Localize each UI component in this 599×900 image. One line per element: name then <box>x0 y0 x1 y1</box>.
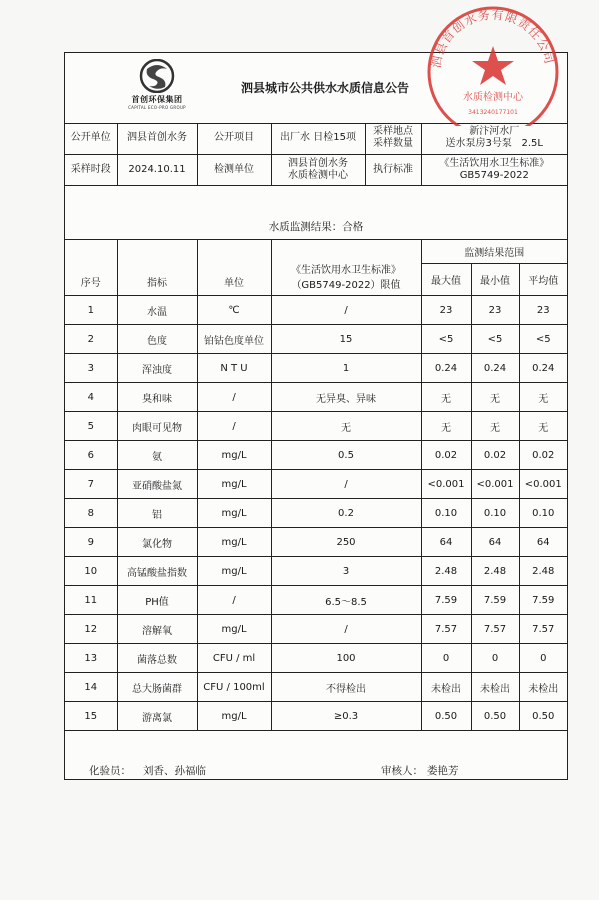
cell-limit: 不得检出 <box>271 673 421 702</box>
cell-max: 未检出 <box>421 673 471 702</box>
site-qty-values <box>421 123 567 154</box>
table-row <box>65 412 567 441</box>
cell-avg: 未检出 <box>519 673 567 702</box>
blank-cell <box>65 731 567 784</box>
cell-no: 11 <box>65 586 117 615</box>
cell-name: 氨 <box>117 441 197 470</box>
cell-max: 2.48 <box>421 557 471 586</box>
table-row <box>65 296 567 325</box>
cell-min: 0.24 <box>471 354 519 383</box>
cell-min: 0.02 <box>471 441 519 470</box>
cell-min: <5 <box>471 325 519 354</box>
cell-unit: / <box>197 586 271 615</box>
cell-max: 7.57 <box>421 615 471 644</box>
tester-value: 刘香、孙福临 <box>143 765 206 777</box>
cell-no: 7 <box>65 470 117 499</box>
cell-limit: 无 <box>271 412 421 441</box>
cell-unit: mg/L <box>197 499 271 528</box>
cell-name: 溶解氧 <box>117 615 197 644</box>
table-row <box>65 528 567 557</box>
cell-no: 14 <box>65 673 117 702</box>
header-row-1 <box>65 239 567 264</box>
cell-min: 7.59 <box>471 586 519 615</box>
blank-row <box>65 731 567 784</box>
cell-max: 无 <box>421 383 471 412</box>
cell-limit: 无异臭、异味 <box>271 383 421 412</box>
cell-min: 64 <box>471 528 519 557</box>
std-value-2: GB5749-2022 <box>459 169 529 181</box>
cell-no: 5 <box>65 412 117 441</box>
cell-max: 0.10 <box>421 499 471 528</box>
testunit-label: 检测单位 <box>197 154 271 185</box>
cell-name: 高锰酸盐指数 <box>117 557 197 586</box>
cell-max: 23 <box>421 296 471 325</box>
cell-no: 12 <box>65 615 117 644</box>
cell-limit: 6.5～8.5 <box>271 586 421 615</box>
cell-limit: / <box>271 615 421 644</box>
cell-avg: 0 <box>519 644 567 673</box>
cell-min: 无 <box>471 412 519 441</box>
site-value-pump: 送水泵房3号泵 <box>445 138 512 150</box>
cell-name: 臭和味 <box>117 383 197 412</box>
col-header-range: 监测结果范围 <box>421 239 567 264</box>
cell-no: 8 <box>65 499 117 528</box>
col-header-min: 最小值 <box>471 264 519 296</box>
cell-name: 水温 <box>117 296 197 325</box>
cell-unit: / <box>197 412 271 441</box>
cell-unit: CFU / ml <box>197 644 271 673</box>
std-label: 执行标准 <box>365 154 421 185</box>
table-row <box>65 470 567 499</box>
cell-limit: 15 <box>271 325 421 354</box>
cell-min: 2.48 <box>471 557 519 586</box>
table-row <box>65 325 567 354</box>
cell-name: 浑浊度 <box>117 354 197 383</box>
cell-avg: 23 <box>519 296 567 325</box>
cell-limit: 0.2 <box>271 499 421 528</box>
time-label: 采样时段 <box>65 154 117 185</box>
table-row <box>65 615 567 644</box>
cell-max: 64 <box>421 528 471 557</box>
cell-no: 6 <box>65 441 117 470</box>
logo-company-cn: 首创环保集团 <box>131 95 183 104</box>
testunit-value-2: 水质检测中心 <box>288 169 348 181</box>
item-label: 公开项目 <box>197 123 271 154</box>
cell-unit: mg/L <box>197 702 271 731</box>
cell-avg: 0.50 <box>519 702 567 731</box>
cell-unit: mg/L <box>197 528 271 557</box>
cell-avg: 无 <box>519 383 567 412</box>
cell-max: 7.59 <box>421 586 471 615</box>
result-text: 水质监测结果：合格 <box>268 221 364 233</box>
time-value: 2024.10.11 <box>117 154 197 185</box>
cell-min: 无 <box>471 383 519 412</box>
data-body <box>65 296 567 731</box>
cell-unit: 铂钴色度单位 <box>197 325 271 354</box>
cell-min: 7.57 <box>471 615 519 644</box>
cell-no: 13 <box>65 644 117 673</box>
cell-limit: 3 <box>271 557 421 586</box>
cell-name: 总大肠菌群 <box>117 673 197 702</box>
col-header-no: 序号 <box>65 239 117 296</box>
cell-no: 9 <box>65 528 117 557</box>
cell-unit: N T U <box>197 354 271 383</box>
logo-mark-icon <box>139 59 175 93</box>
cell-limit: / <box>271 470 421 499</box>
cell-unit: mg/L <box>197 557 271 586</box>
cell-avg: 0.10 <box>519 499 567 528</box>
seal-star-icon <box>472 46 514 85</box>
cell-no: 15 <box>65 702 117 731</box>
svg-text:3413240177101: 3413240177101 <box>468 109 518 116</box>
cell-max: 0.02 <box>421 441 471 470</box>
testunit-value-1: 泗县首创水务 <box>288 157 348 169</box>
col-header-indicator: 指标 <box>117 239 197 296</box>
qty-value: 2.5L <box>521 138 543 150</box>
cell-name: PH值 <box>117 586 197 615</box>
info-row-2 <box>65 154 567 185</box>
cell-min: 0.10 <box>471 499 519 528</box>
cell-unit: mg/L <box>197 441 271 470</box>
table-row <box>65 441 567 470</box>
item-value: 出厂水 日检15项 <box>271 123 365 154</box>
publisher-value: 泗县首创水务 <box>117 123 197 154</box>
table-row <box>65 383 567 412</box>
notice-sheet <box>64 52 568 780</box>
logo-company-en: CAPITAL ECO-PRO GROUP <box>128 105 186 110</box>
cell-unit: / <box>197 383 271 412</box>
info-table <box>65 123 567 186</box>
col-header-limit-2: （GB5749-2022）限值 <box>291 280 401 291</box>
cell-avg: 64 <box>519 528 567 557</box>
col-header-avg: 平均值 <box>519 264 567 296</box>
cell-max: 0 <box>421 644 471 673</box>
cell-limit: 250 <box>271 528 421 557</box>
cell-limit: 1 <box>271 354 421 383</box>
reviewer-label: 审核人： <box>381 765 423 777</box>
cell-no: 2 <box>65 325 117 354</box>
cell-no: 4 <box>65 383 117 412</box>
cell-unit: mg/L <box>197 615 271 644</box>
cell-unit: CFU / 100ml <box>197 673 271 702</box>
cell-limit: / <box>271 296 421 325</box>
result-band <box>65 185 567 240</box>
testunit-value <box>271 154 365 185</box>
col-header-unit: 单位 <box>197 239 271 296</box>
official-seal <box>424 6 562 126</box>
cell-limit: 100 <box>271 644 421 673</box>
cell-limit: ≥0.3 <box>271 702 421 731</box>
cell-no: 1 <box>65 296 117 325</box>
cell-unit: ℃ <box>197 296 271 325</box>
cell-min: 未检出 <box>471 673 519 702</box>
cell-name: 亚硝酸盐氮 <box>117 470 197 499</box>
company-logo <box>117 59 197 117</box>
cell-avg: 0.02 <box>519 441 567 470</box>
cell-avg: 7.59 <box>519 586 567 615</box>
cell-max: <0.001 <box>421 470 471 499</box>
cell-limit: 0.5 <box>271 441 421 470</box>
cell-avg: 2.48 <box>519 557 567 586</box>
table-row <box>65 586 567 615</box>
cell-name: 铝 <box>117 499 197 528</box>
tester-label: 化验员： <box>89 765 131 777</box>
table-row <box>65 644 567 673</box>
cell-avg: <0.001 <box>519 470 567 499</box>
cell-no: 3 <box>65 354 117 383</box>
cell-max: 0.50 <box>421 702 471 731</box>
cell-name: 游离氯 <box>117 702 197 731</box>
cell-min: 23 <box>471 296 519 325</box>
cell-min: 0.50 <box>471 702 519 731</box>
site-qty-line <box>422 138 568 150</box>
reviewer-value: 娄艳芳 <box>427 765 459 777</box>
table-row <box>65 354 567 383</box>
page-title: 泗县城市公共供水水质信息公告 <box>240 81 409 95</box>
cell-avg: <5 <box>519 325 567 354</box>
col-header-limit-1: 《生活饮用水卫生标准》 <box>291 265 401 276</box>
cell-name: 肉眼可见物 <box>117 412 197 441</box>
cell-no: 10 <box>65 557 117 586</box>
table-row <box>65 702 567 731</box>
publisher-label: 公开单位 <box>65 123 117 154</box>
info-row-1 <box>65 123 567 154</box>
std-value <box>421 154 567 185</box>
cell-min: <0.001 <box>471 470 519 499</box>
site-value: 新汴河水厂 <box>469 126 520 138</box>
data-table <box>65 239 567 783</box>
svg-text:水质检测中心: 水质检测中心 <box>463 92 523 103</box>
site-qty-labels <box>365 123 421 154</box>
cell-max: 0.24 <box>421 354 471 383</box>
qty-label: 采样数量 <box>373 138 413 150</box>
col-header-max: 最大值 <box>421 264 471 296</box>
cell-name: 氯化物 <box>117 528 197 557</box>
cell-name: 菌落总数 <box>117 644 197 673</box>
site-label: 采样地点 <box>373 126 413 138</box>
cell-avg: 无 <box>519 412 567 441</box>
cell-max: 无 <box>421 412 471 441</box>
cell-unit: mg/L <box>197 470 271 499</box>
table-row <box>65 673 567 702</box>
std-value-1: 《生活饮用水卫生标准》 <box>439 157 550 169</box>
cell-name: 色度 <box>117 325 197 354</box>
table-row <box>65 557 567 586</box>
cell-avg: 7.57 <box>519 615 567 644</box>
cell-avg: 0.24 <box>519 354 567 383</box>
svg-text:泗县首创水务有限责任公司: 泗县首创水务有限责任公司 <box>428 7 557 70</box>
cell-min: 0 <box>471 644 519 673</box>
table-row <box>65 499 567 528</box>
col-header-limit <box>271 239 421 296</box>
cell-max: <5 <box>421 325 471 354</box>
